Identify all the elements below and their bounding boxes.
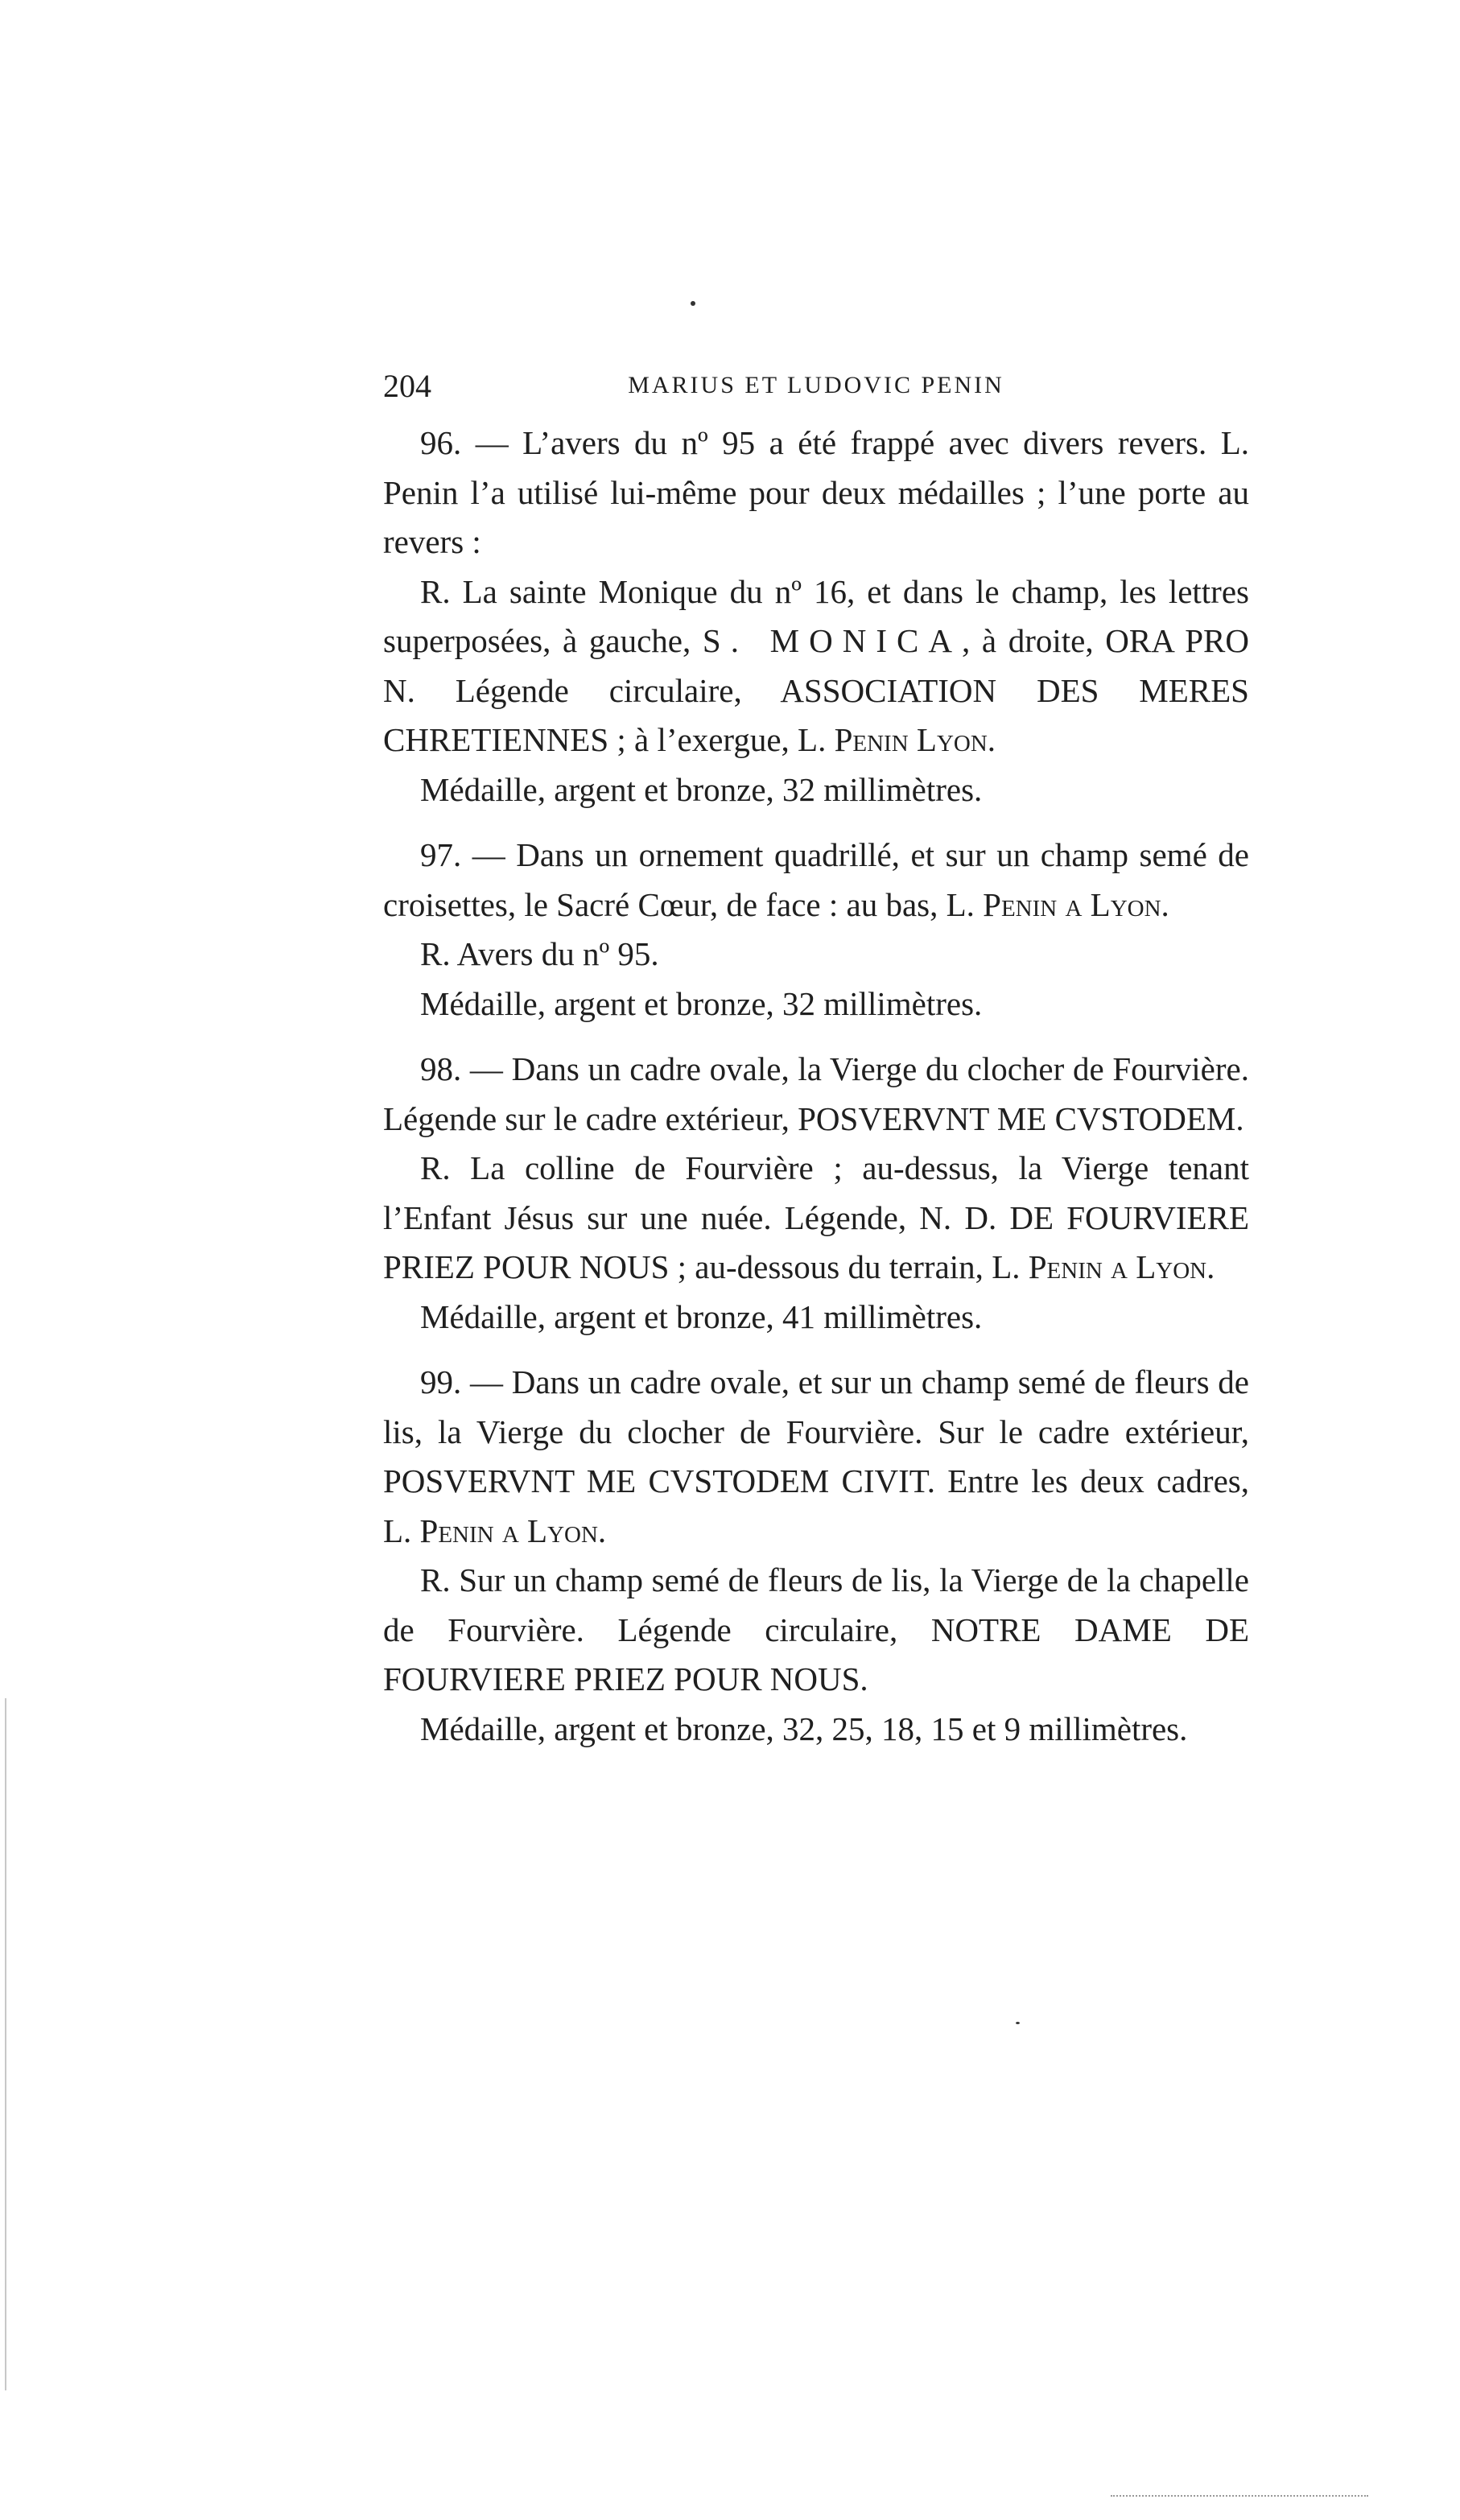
text-run: 99. — Dans un cadre ovale, et sur un champ semé de fleurs de lis, la Vierge du clocher de Fourvière. Sur le cadre extérieur, POSVERVNT ME CVSTODEM CIVIT. Entre les deux cadres, — [383, 1363, 1249, 1499]
entry-paragraph — [383, 567, 1249, 765]
entry-paragraph — [383, 1358, 1249, 1556]
entry-paragraph: Médaille, argent et bronze, 41 millimètres. — [420, 1297, 983, 1335]
text-run: R. La sainte Monique du nº 16, et dans le champ, les lettres superposées, à gauche, — [383, 572, 1249, 659]
body-text — [383, 419, 1249, 1770]
entry-paragraph: R. Sur un champ semé de fleurs de lis, la Vierge de la chapelle de Fourvière. Légende circulaire, NOTRE DAME DE FOURVIERE PRIEZ POUR NOUS. — [383, 1561, 1249, 1697]
text-run: . — [1161, 885, 1169, 923]
entry-paragraph: 98. — Dans un cadre ovale, la Vierge du clocher de Fourvière. Légende sur le cadre extérieur, POSVERVNT ME CVSTODEM. — [383, 1050, 1249, 1137]
page-number: 204 — [383, 368, 431, 404]
entry-98 — [383, 1045, 1249, 1342]
ink-speck — [691, 301, 695, 306]
text-run: . — [597, 1512, 607, 1549]
text-run: . — [987, 721, 996, 758]
entry-99 — [383, 1358, 1249, 1754]
entry-paragraph: Médaille, argent et bronze, 32 millimètres. — [420, 770, 983, 808]
spaced-legend: S. MONICA — [702, 622, 962, 659]
footer-mark — [1111, 2495, 1368, 2500]
engraver-signature: L. Penin a Lyon — [383, 1512, 598, 1549]
entry-paragraph — [383, 831, 1249, 930]
entry-paragraph: 96. — L’avers du nº 95 a été frappé avec divers revers. L. Penin l’a utilisé lui-même pour deux médailles ; l’une porte au revers : — [383, 424, 1249, 560]
page-header — [383, 367, 1249, 407]
text-run: , à droite, ORA PRO N. Légende circulaire, ASSOCIATION DES MERES CHRETIENNES ; à l’exergue, — [383, 622, 1250, 758]
ink-speck — [1016, 2022, 1020, 2024]
text-run: R. La colline de Fourvière ; au-dessus, la Vierge tenant l’Enfant Jésus sur une nuée. Légende, N. D. DE FOURVIERE PRIEZ POUR NOUS ; au-dessous du terrain, — [383, 1149, 1249, 1285]
entry-paragraph: R. Avers du nº 95. — [420, 935, 659, 972]
entry-paragraph — [383, 1144, 1249, 1293]
engraver-signature: L. Penin a Lyon — [946, 885, 1161, 923]
entry-paragraph: Médaille, argent et bronze, 32 millimètres. — [420, 984, 983, 1022]
entry-97 — [383, 831, 1249, 1029]
text-run: 97. — Dans un ornement quadrillé, et sur un champ semé de croisettes, le Sacré Cœur, de face : au bas, — [383, 836, 1249, 923]
engraver-signature: L. Penin a Lyon — [992, 1248, 1207, 1285]
engraver-signature: L. Penin Lyon — [798, 721, 988, 758]
entry-96 — [383, 419, 1249, 815]
scan-edge-line — [5, 1698, 6, 2390]
running-title: MARIUS ET LUDOVIC PENIN — [628, 372, 1004, 398]
text-run: . — [1206, 1248, 1215, 1285]
entry-paragraph: Médaille, argent et bronze, 32, 25, 18, 15 et 9 millimètres. — [420, 1710, 1188, 1747]
